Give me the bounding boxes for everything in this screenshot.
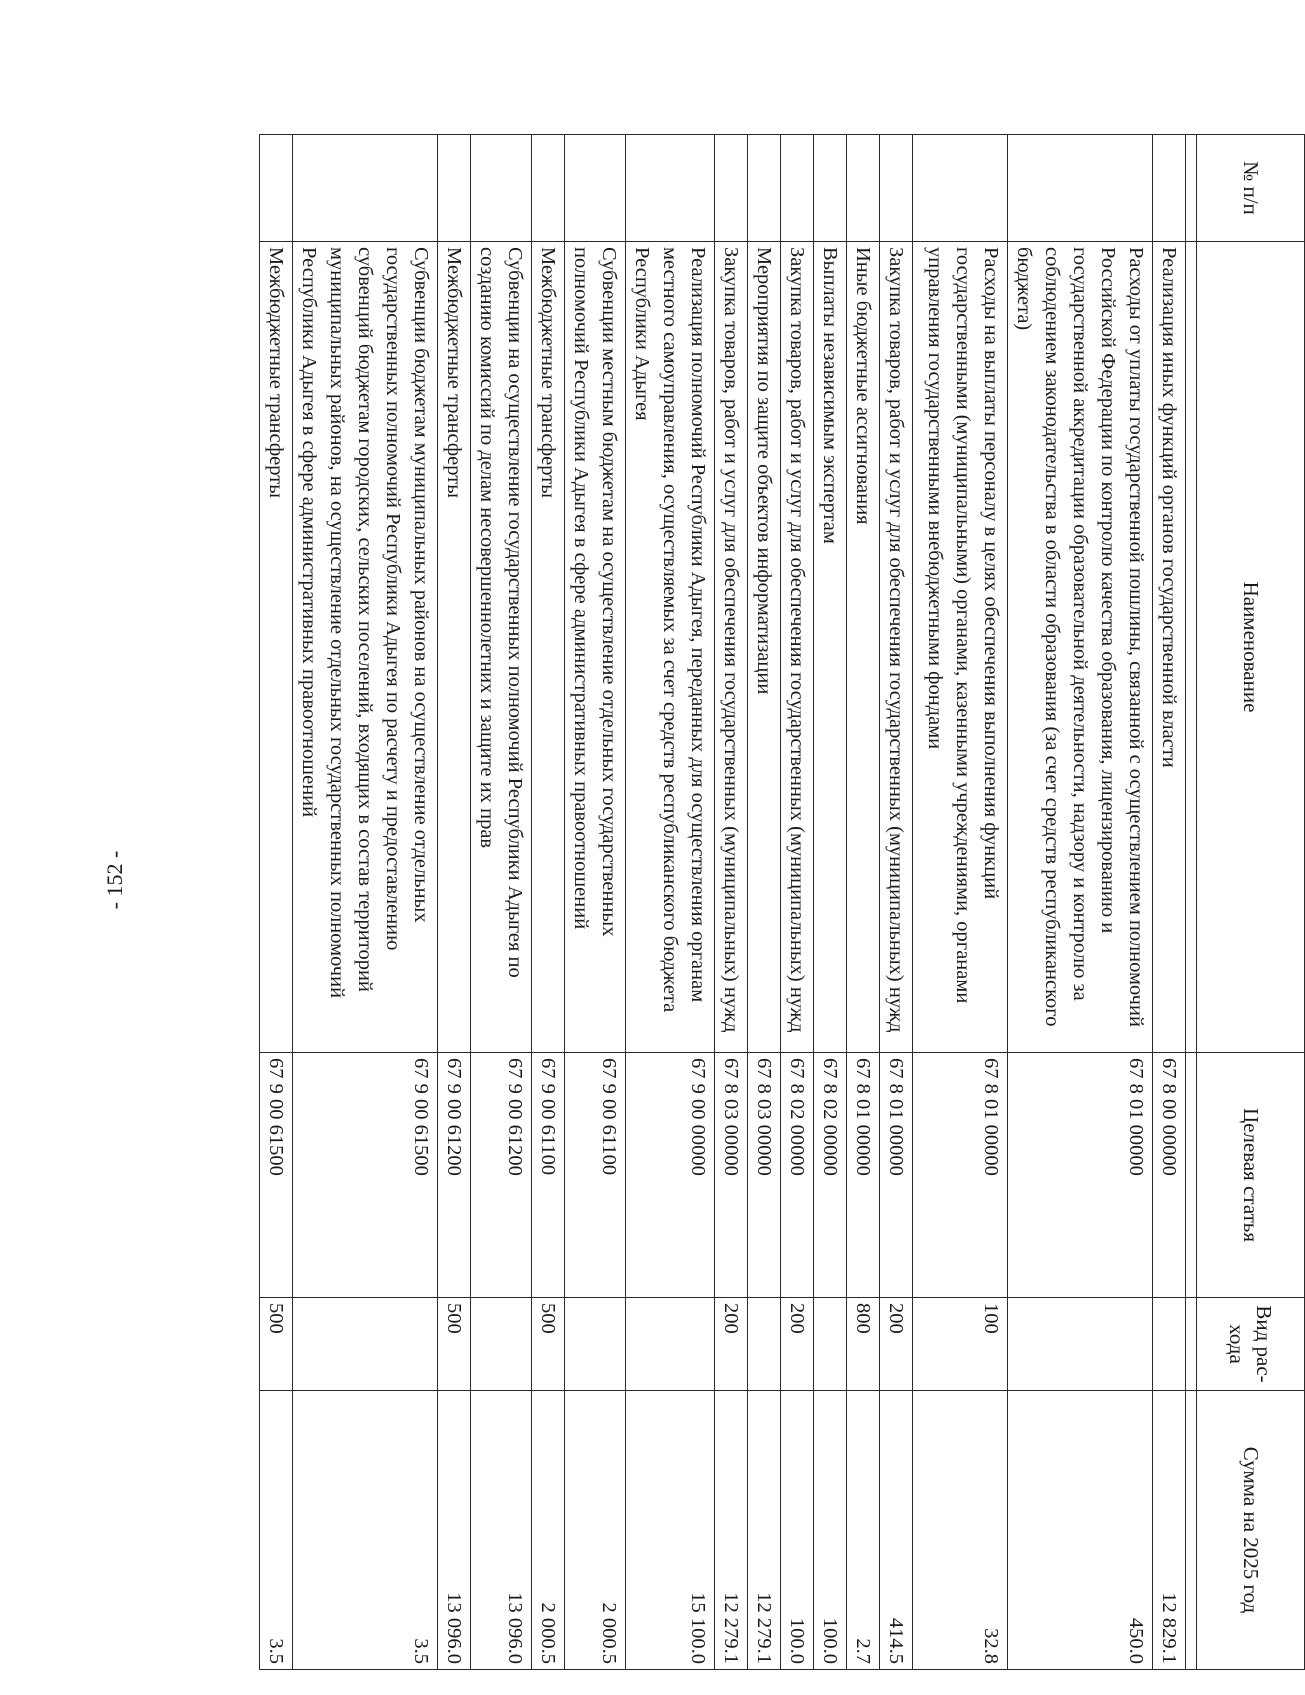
header-name: Наименование	[1197, 242, 1305, 1053]
row-num-cell	[748, 135, 781, 242]
row-code-cell: 67 8 00 00000	[1153, 1053, 1186, 1298]
row-code-cell: 67 9 00 00000	[626, 1053, 715, 1298]
header-amount: Сумма на 2025 год	[1197, 1391, 1305, 1670]
table-header-row	[1197, 135, 1305, 1670]
row-amount-cell: 414.5	[880, 1391, 913, 1670]
row-amount-cell: 2 000.5	[532, 1391, 565, 1670]
row-kind-cell	[293, 1298, 438, 1391]
row-amount-cell: 32.8	[913, 1391, 1008, 1670]
row-num-cell	[715, 135, 748, 242]
table-row	[1153, 135, 1186, 1670]
row-code-cell: 67 9 00 61500	[260, 1053, 293, 1298]
row-code-cell: 67 8 01 00000	[847, 1053, 880, 1298]
row-kind-cell	[748, 1298, 781, 1391]
row-name-cell: Реализация полномочий Республики Адыгея, переданных для осуществления органам местного самоуправления, осуществляемых за счет средств республиканского бюджета Республики Адыгея	[626, 242, 715, 1053]
row-amount-cell: 3.5	[260, 1391, 293, 1670]
table-row	[913, 135, 1008, 1670]
spacer-cell	[1186, 135, 1197, 242]
row-kind-cell: 800	[847, 1298, 880, 1391]
row-kind-cell	[626, 1298, 715, 1391]
row-name-cell: Выплаты независимым экспертам	[814, 242, 847, 1053]
table-row	[626, 135, 715, 1670]
header-code: Целевая статья	[1197, 1053, 1305, 1298]
row-name-cell: Субвенции бюджетам муниципальных районов на осуществление отдельных государственных полномочий Республики Адыгея по расчету и предоставлению субвенций бюджетам городских, сельских поселений, входящих в состав территорий муниципальных районов, на осуществление отдельных государственных полномочий Республики Адыгея в сфере административных правоотношений	[293, 242, 438, 1053]
row-num-cell	[260, 135, 293, 242]
row-name-cell: Субвенции на осуществление государственных полномочий Республики Адыгея по созданию комиссий по делам несовершеннолетних и защите их прав	[471, 242, 532, 1053]
row-kind-cell	[814, 1298, 847, 1391]
row-num-cell	[847, 135, 880, 242]
row-num-cell	[814, 135, 847, 242]
row-code-cell: 67 8 01 00000	[913, 1053, 1008, 1298]
row-num-cell	[471, 135, 532, 242]
table-row	[471, 135, 532, 1670]
row-amount-cell: 100.0	[814, 1391, 847, 1670]
row-amount-cell: 450.0	[1008, 1391, 1153, 1670]
row-code-cell: 67 9 00 61100	[532, 1053, 565, 1298]
row-num-cell	[532, 135, 565, 242]
spacer-cell	[1186, 1053, 1197, 1298]
spacer-cell	[1186, 1298, 1197, 1391]
row-name-cell: Расходы от уплаты государственной пошлины, связанной с осуществлением полномочий Российской Федерации по контролю качества образования, лицензированию и государственной аккредитации образовательной деятельности, надзору и контролю за соблюдением законодательства в области образования (за счет средств республиканского бюджета)	[1008, 242, 1153, 1053]
row-amount-cell: 12 279.1	[715, 1391, 748, 1670]
table-row	[748, 135, 781, 1670]
row-code-cell: 67 9 00 61100	[565, 1053, 626, 1298]
row-name-cell: Иные бюджетные ассигнования	[847, 242, 880, 1053]
row-num-cell	[293, 135, 438, 242]
row-num-cell	[1008, 135, 1153, 242]
row-code-cell: 67 9 00 61200	[438, 1053, 471, 1298]
row-num-cell	[913, 135, 1008, 242]
row-amount-cell: 2.7	[847, 1391, 880, 1670]
row-amount-cell: 13 096.0	[471, 1391, 532, 1670]
row-code-cell: 67 8 02 00000	[814, 1053, 847, 1298]
row-code-cell: 67 8 03 00000	[715, 1053, 748, 1298]
row-kind-cell	[1153, 1298, 1186, 1391]
row-name-cell: Закупка товаров, работ и услуг для обеспечения государственных (муниципальных) нужд	[715, 242, 748, 1053]
row-num-cell	[626, 135, 715, 242]
row-kind-cell: 100	[913, 1298, 1008, 1391]
row-code-cell: 67 9 00 61500	[293, 1053, 438, 1298]
row-kind-cell: 500	[438, 1298, 471, 1391]
row-name-cell: Межбюджетные трансферты	[532, 242, 565, 1053]
page-number: - 152 -	[102, 850, 127, 910]
row-name-cell: Расходы на выплаты персоналу в целях обеспечения выполнения функций государственными (муниципальными) органами, казенными учреждениями, органами управления государственными внебюджетными фондами	[913, 242, 1008, 1053]
header-kind: Вид рас- хода	[1197, 1298, 1305, 1391]
row-name-cell: Межбюджетные трансферты	[438, 242, 471, 1053]
row-amount-cell: 3.5	[293, 1391, 438, 1670]
row-amount-cell: 2 000.5	[565, 1391, 626, 1670]
row-name-cell: Закупка товаров, работ и услуг для обеспечения государственных (муниципальных) нужд	[781, 242, 814, 1053]
row-name-cell: Субвенции местным бюджетам на осуществление отдельных государственных полномочий Республики Адыгея в сфере административных правоотношений	[565, 242, 626, 1053]
row-code-cell: 67 9 00 61200	[471, 1053, 532, 1298]
row-kind-cell	[565, 1298, 626, 1391]
budget-table	[259, 134, 1305, 1670]
row-amount-cell: 13 096.0	[438, 1391, 471, 1670]
row-name-cell: Закупка товаров, работ и услуг для обеспечения государственных (муниципальных) нужд	[880, 242, 913, 1053]
table-row	[781, 135, 814, 1670]
row-num-cell	[1153, 135, 1186, 242]
row-kind-cell: 200	[781, 1298, 814, 1391]
table-row	[880, 135, 913, 1670]
row-code-cell: 67 8 01 00000	[880, 1053, 913, 1298]
row-kind-cell: 500	[260, 1298, 293, 1391]
table-row	[532, 135, 565, 1670]
row-name-cell: Мероприятия по защите объектов информатизации	[748, 242, 781, 1053]
table-row	[438, 135, 471, 1670]
row-code-cell: 67 8 01 00000	[1008, 1053, 1153, 1298]
row-num-cell	[438, 135, 471, 242]
row-code-cell: 67 8 03 00000	[748, 1053, 781, 1298]
spacer-cell	[1186, 242, 1197, 1053]
row-kind-cell: 200	[715, 1298, 748, 1391]
row-code-cell: 67 8 02 00000	[781, 1053, 814, 1298]
row-kind-cell: 200	[880, 1298, 913, 1391]
table-row	[293, 135, 438, 1670]
table-row	[814, 135, 847, 1670]
spacer-cell	[1186, 1391, 1197, 1670]
row-kind-cell: 500	[532, 1298, 565, 1391]
table-row	[1008, 135, 1153, 1670]
table-body	[260, 135, 1197, 1670]
row-name-cell: Межбюджетные трансферты	[260, 242, 293, 1053]
rotated-table-container	[135, 134, 1305, 1669]
row-num-cell	[565, 135, 626, 242]
row-kind-cell	[471, 1298, 532, 1391]
row-kind-cell	[1008, 1298, 1153, 1391]
row-num-cell	[781, 135, 814, 242]
row-amount-cell: 12 279.1	[748, 1391, 781, 1670]
row-amount-cell: 15 100.0	[626, 1391, 715, 1670]
row-amount-cell: 12 829.1	[1153, 1391, 1186, 1670]
table-row	[847, 135, 880, 1670]
table-row	[715, 135, 748, 1670]
table-spacer-row	[1186, 135, 1197, 1670]
header-num: № п/п	[1197, 135, 1305, 242]
row-name-cell: Реализация иных функций органов государственной власти	[1153, 242, 1186, 1053]
row-num-cell	[880, 135, 913, 242]
table-row	[565, 135, 626, 1670]
row-amount-cell: 100.0	[781, 1391, 814, 1670]
table-row	[260, 135, 293, 1670]
